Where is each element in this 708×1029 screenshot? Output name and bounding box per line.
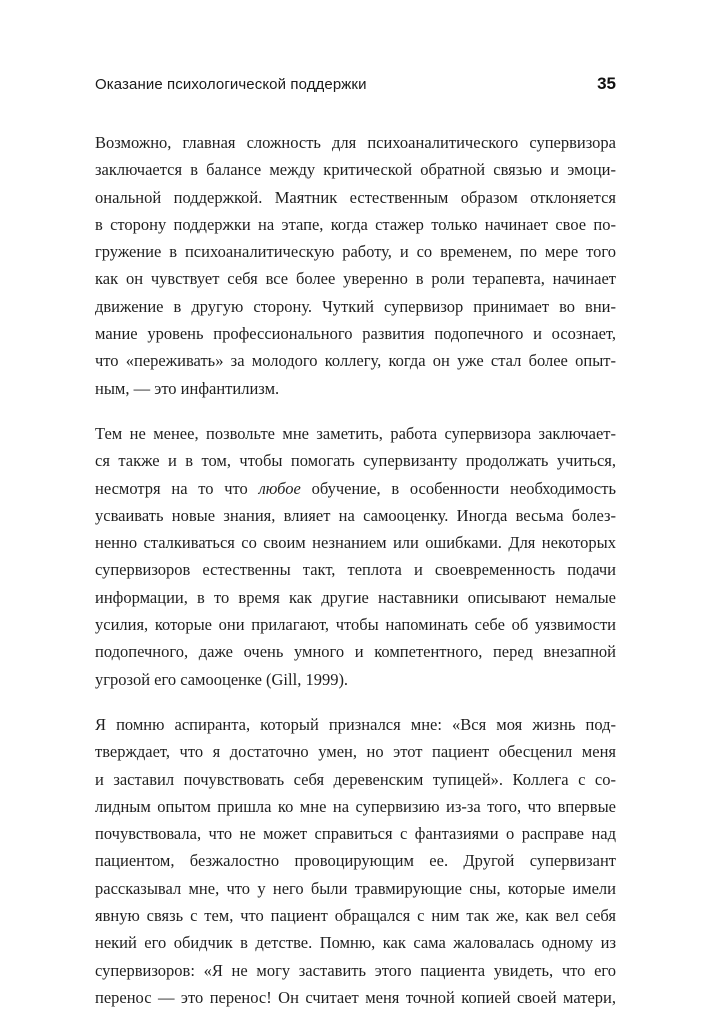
text-line: информации, в то время как другие наставники описывают немалые <box>95 587 616 607</box>
text-line: пациентом, безжалостно провоцирующим ее. Другой супервизант <box>95 851 616 871</box>
text-segment: несмотря на то что <box>95 478 259 498</box>
text-line: Возможно, главная сложность для психоаналитического супервизора <box>95 133 616 152</box>
text-line: ональной поддержкой. Маятник естественным образом отклоняется <box>95 187 616 207</box>
text-line: перенос — это перенос! Он считает меня точной копией своей матери, <box>95 987 616 1007</box>
text-line: и заставил почувствовать себя деревенским тупицей». Коллега с со- <box>95 769 616 789</box>
text-line-with-emphasis <box>95 475 616 502</box>
text-line: тверждает, что я достаточно умен, но этот пациент обесценил меня <box>95 742 616 762</box>
text-line: рассказывал мне, что у него были травмирующие сны, которые имели <box>95 878 616 898</box>
page-number: 35 <box>597 74 616 93</box>
text-line: ненно сталкиваться со своим незнанием или ошибками. Для некоторых <box>95 533 616 553</box>
text-line: почувствовала, что не может справиться с фантазиями о расправе над <box>95 824 616 844</box>
text-line: заключается в балансе между критической обратной связью и эмоци- <box>95 160 616 180</box>
text-line: угрозой его самооценке (Gill, 1999). <box>95 669 349 689</box>
text-line: усилия, которые они прилагают, чтобы напоминать себе об уязвимости <box>95 615 616 635</box>
text-line: Я помню аспиранта, который признался мне: «Вся моя жизнь под- <box>95 714 616 734</box>
emphasized-word: любое <box>258 478 301 498</box>
text-line: усваивать новые знания, влияет на самооценку. Иногда весьма болез- <box>95 505 616 525</box>
text-line: супервизоров естественны такт, теплота и своевременность подачи <box>95 560 616 580</box>
paragraph-2 <box>95 420 616 693</box>
text-line: движение в другую сторону. Чуткий супервизор принимает во вни- <box>95 296 616 316</box>
text-line: некий его обидчик в детстве. Помню, как сама жаловалась одному из <box>95 933 616 953</box>
running-head <box>95 74 616 98</box>
running-title: Оказание психологической поддержки <box>95 76 367 93</box>
text-line: ным, — это инфантилизм. <box>95 378 280 398</box>
body-text <box>95 129 616 1029</box>
text-line: как он чувствует себя все более уверенно в роли терапевта, начинает <box>95 269 616 289</box>
text-line: явную связь с тем, что пациент обращался с ним так же, как вел себя <box>95 906 616 926</box>
paragraph-3 <box>95 711 616 1011</box>
text-line: подопечного, даже очень умного и компетентного, перед внезапной <box>95 642 616 662</box>
paragraph-1 <box>95 129 616 402</box>
text-line: гружение в психоаналитическую работу, и со временем, по мере того <box>95 242 616 262</box>
text-line: в сторону поддержки на этапе, когда стажер только начинает свое по- <box>95 214 616 234</box>
text-line: мание уровень профессионального развития подопечного и осознает, <box>95 324 616 344</box>
text-line: лидным опытом пришла ко мне на супервизию из-за того, что впервые <box>95 796 616 816</box>
text-line: Тем не менее, позвольте мне заметить, работа супервизора заключает- <box>95 423 616 443</box>
text-line: супервизоров: «Я не могу заставить этого пациента увидеть, что его <box>95 960 616 980</box>
text-segment: обучение, в особенности необходимость <box>300 478 616 498</box>
text-line: ся также и в том, чтобы помогать супервизанту продолжать учиться, <box>95 451 616 471</box>
text-line: что «переживать» за молодого коллегу, когда он уже стал более опыт- <box>95 351 616 371</box>
